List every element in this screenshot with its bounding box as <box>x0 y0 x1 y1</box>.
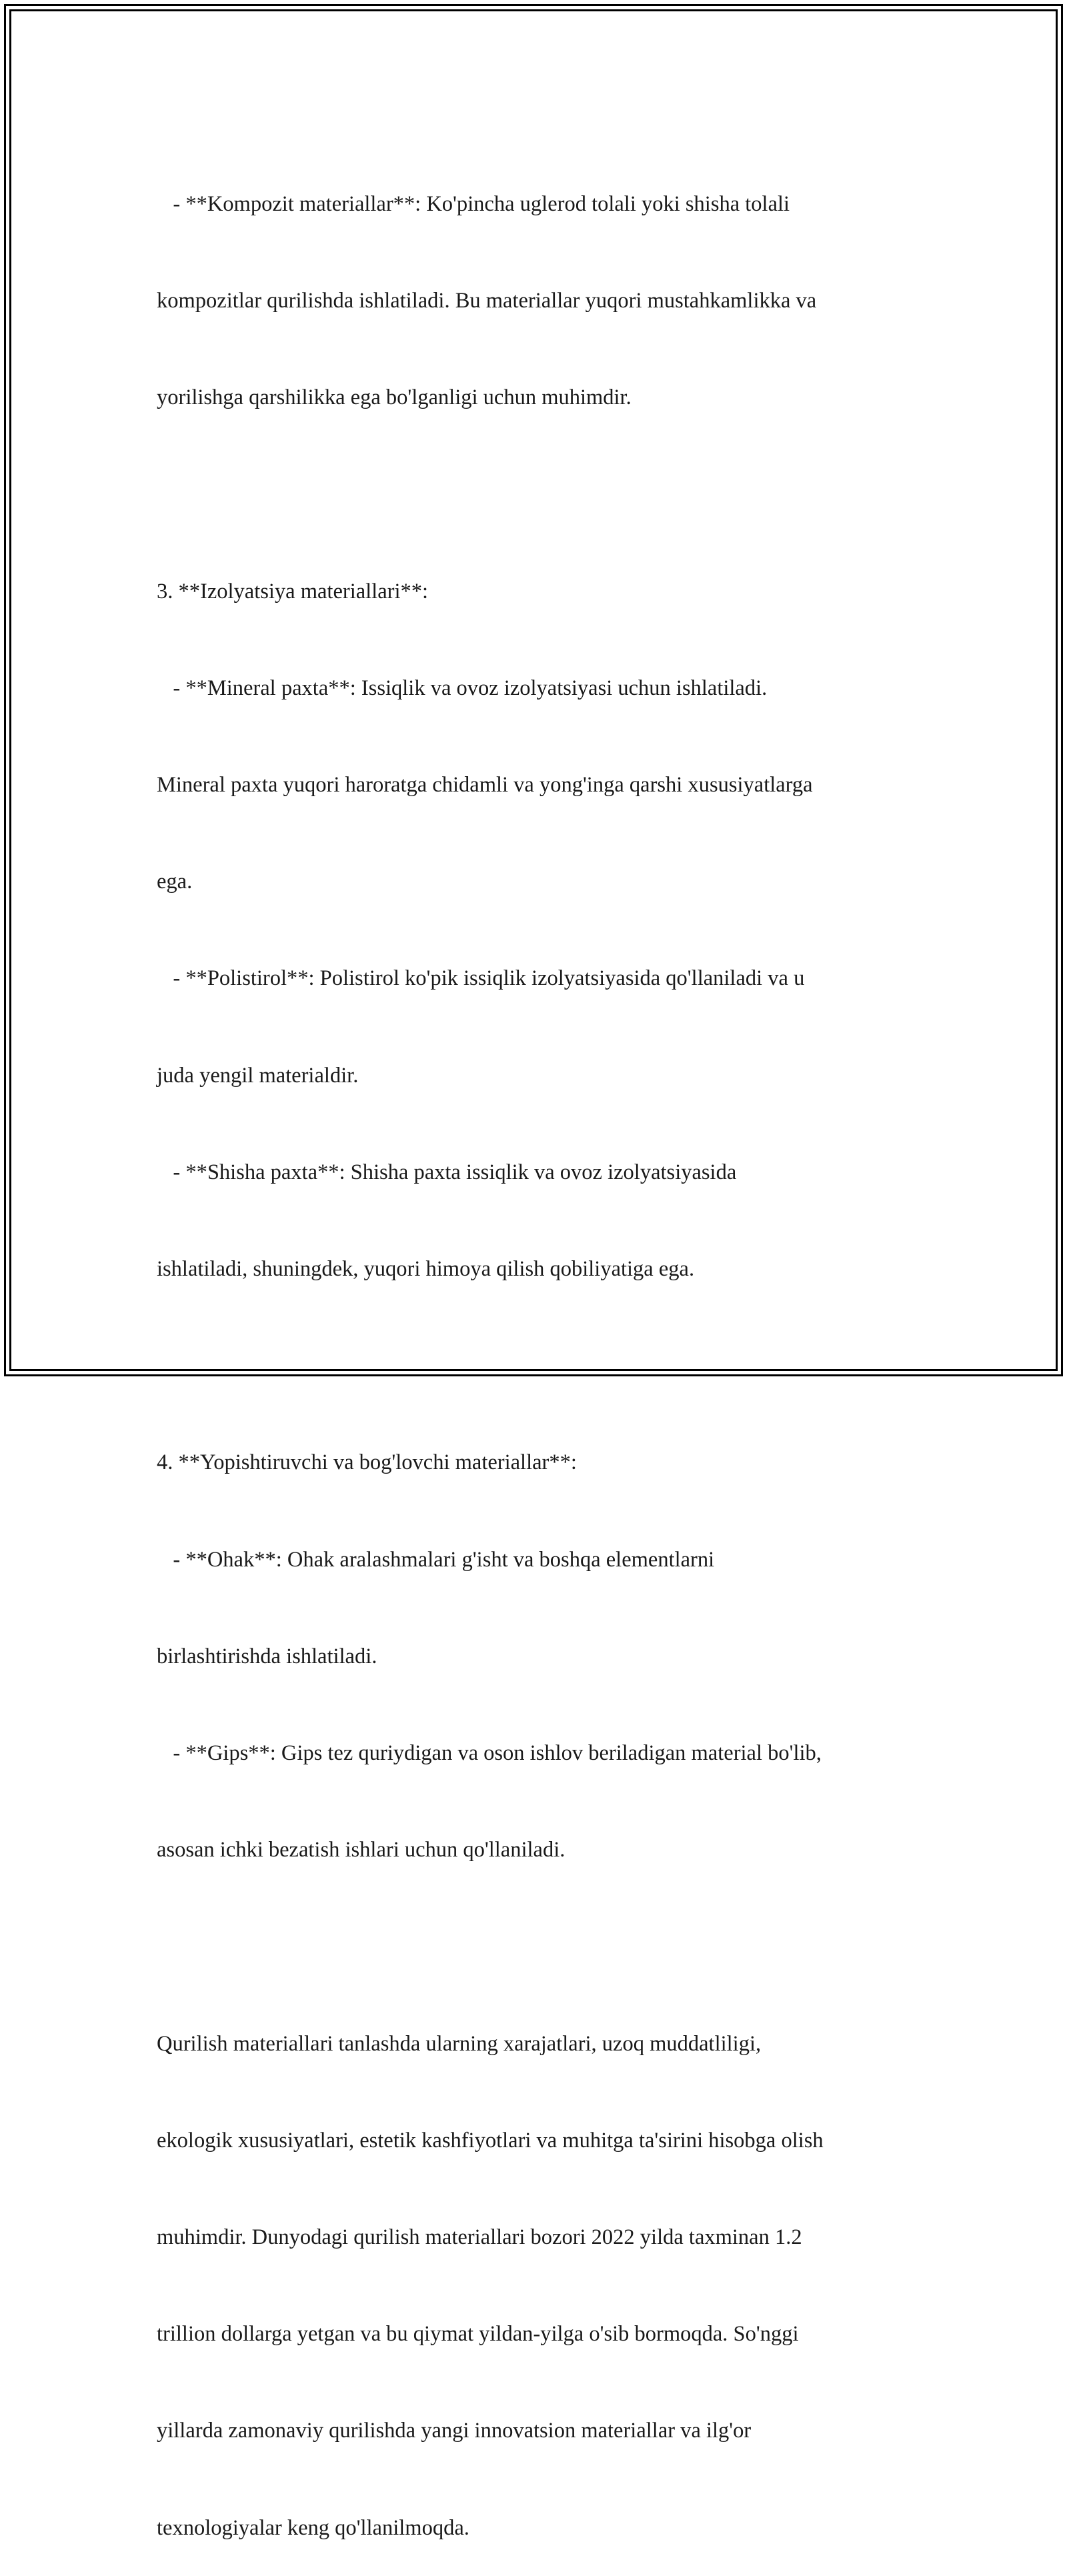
text-line: trillion dollarga yetgan va bu qiymat yildan-yilga o'sib bormoqda. So'nggi <box>157 2322 799 2347</box>
text-line: Mineral paxta yuqori haroratga chidamli va yong'inga qarshi xususiyatlarga <box>157 773 813 798</box>
text-line: - **Polistirol**: Polistirol ko'pik issiqlik izolyatsiyasida qo'llaniladi va u <box>157 966 805 991</box>
text-line: Qurilish materiallari tanlashda ularning xarajatlari, uzoq muddatliligi, <box>157 2031 762 2056</box>
text-line: birlashtirishda ishlatiladi. <box>157 1644 377 1668</box>
text-line: ishlatiladi, shuningdek, yuqori himoya qilish qobiliyatiga ega. <box>157 1257 695 1282</box>
text-line: yillarda zamonaviy qurilishda yangi innovatsion materiallar va ilg'or <box>157 2419 752 2443</box>
text-line: ega. <box>157 870 193 894</box>
text-line: yorilishga qarshilikka ega bo'lganligi uchun muhimdir. <box>157 385 632 410</box>
text-line: muhimdir. Dunyodagi qurilish materiallari bozori 2022 yilda taxminan 1.2 <box>157 2225 802 2250</box>
text-line: - **Ohak**: Ohak aralashmalari g'isht va boshqa elementlarni <box>157 1547 715 1572</box>
text-line: - **Kompozit materiallar**: Ko'pincha uglerod tolali yoki shisha tolali <box>157 191 790 216</box>
text-line: ekologik xususiyatlari, estetik kashfiyotlari va muhitga ta'sirini hisobga olish <box>157 2128 824 2153</box>
text-line: - **Mineral paxta**: Issiqlik va ovoz izolyatsiyasi uchun ishlatiladi. <box>157 676 768 700</box>
text-line: - **Shisha paxta**: Shisha paxta issiqlik va ovoz izolyatsiyasida <box>157 1160 737 1184</box>
blank-line <box>157 478 924 510</box>
text-line: texnologiyalar keng qo'llanilmoqda. <box>157 2515 469 2540</box>
section-heading: 4. **Yopishtiruvchi va bog'lovchi materiallar**: <box>157 1450 577 1475</box>
text-line: juda yengil materialdir. <box>157 1063 359 1088</box>
document-body <box>157 123 924 2576</box>
text-line: - **Gips**: Gips tez quriydigan va oson ishlov beriladigan material bo'lib, <box>157 1741 822 1766</box>
blank-line <box>157 1350 924 1382</box>
text-line: asosan ichki bezatish ishlari uchun qo'llaniladi. <box>157 1838 566 1862</box>
blank-line <box>157 1930 924 1963</box>
text-line: kompozitlar qurilishda ishlatiladi. Bu materiallar yuqori mustahkamlikka va <box>157 289 817 313</box>
section-heading: 3. **Izolyatsiya materiallari**: <box>157 579 429 603</box>
